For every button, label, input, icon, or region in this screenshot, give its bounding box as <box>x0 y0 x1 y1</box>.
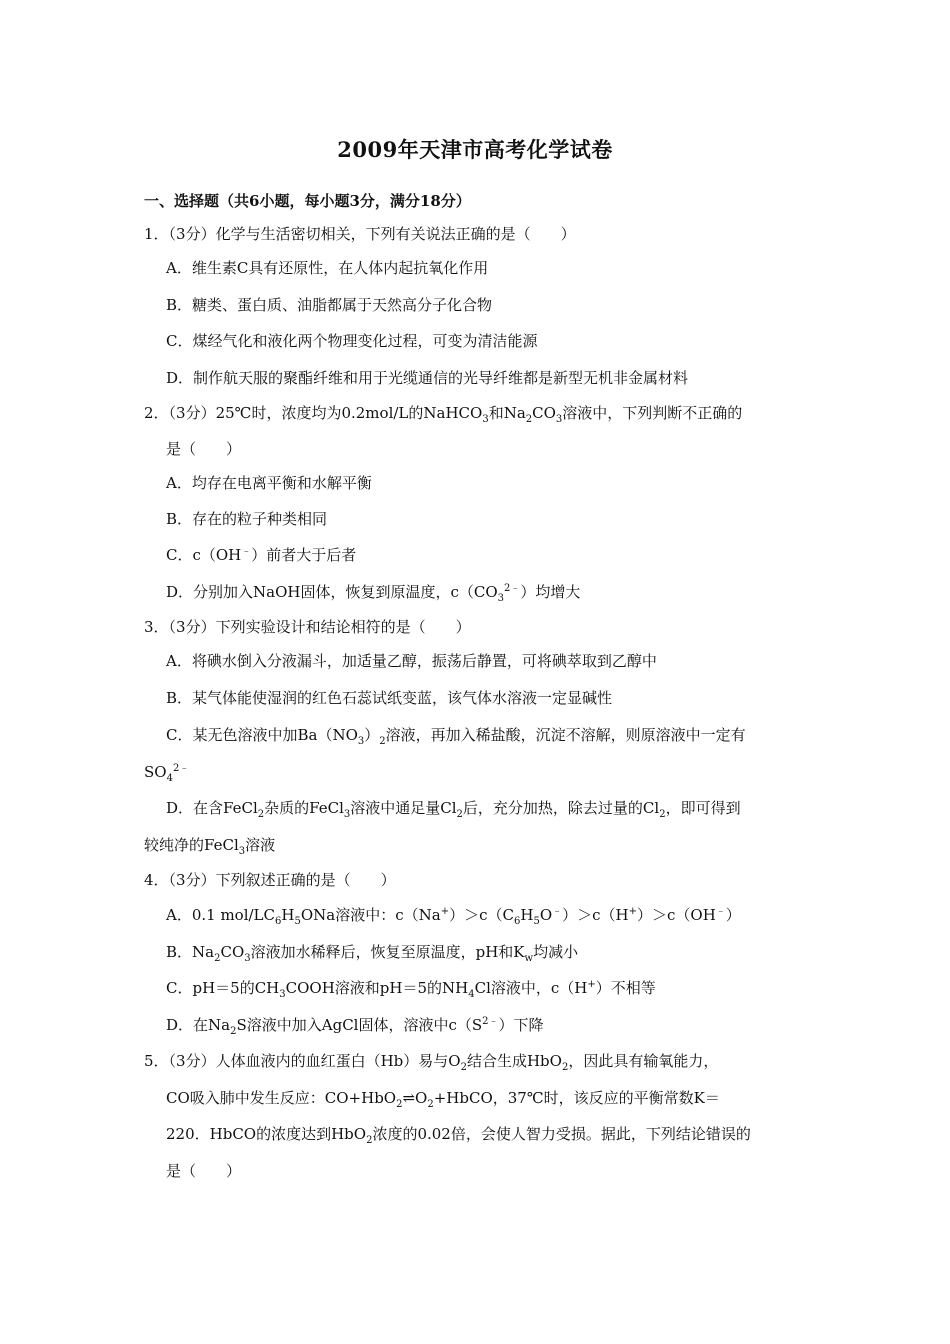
question-4-option-b: B．$Na_2CO_3$溶液加水稀释后，恢复至原温度，pH和$K_w$均减小 <box>166 943 579 964</box>
question-3-option-d-cont: 较纯净的FeCl$_3$溶液 <box>144 836 276 857</box>
question-1-option-b: B．糖类、蛋白质、油脂都属于天然高分子化合物 <box>166 296 493 314</box>
question-2-stem-cont: 是（ ） <box>166 440 242 458</box>
question-5-stem-line-4: 是（ ） <box>166 1162 242 1180</box>
question-2-option-d: D．分别加入NaOH固体，恢复到原温度，$c(CO_3^{2﹣})$均增大 <box>166 583 581 604</box>
question-1-stem: 1．（3分）化学与生活密切相关，下列有关说法正确的是（ ） <box>144 225 576 243</box>
section-heading: 一、选择题（共6小题，每小题3分，满分18分） <box>144 192 471 210</box>
question-1-option-a: A．维生素C具有还原性，在人体内起抗氧化作用 <box>166 259 489 277</box>
question-5-stem-line-3: 220．HbCO的浓度达到HbO$_2$浓度的0.02倍，会使人智力受损。据此，下列结论错误的 <box>166 1125 751 1146</box>
question-5-stem-line-1: 5．（3分）人体血液内的血红蛋白（Hb）易与$O_2$结合生成HbO$_2$，因此具有输氧能力， <box>144 1052 719 1073</box>
question-2-option-c: C．c（OH﹣）前者大于后者 <box>166 546 357 564</box>
page-title: 2009年天津市高考化学试卷 <box>337 137 613 162</box>
question-4-option-a: A．0.1 mol/$LC_6H_5ONa$溶液中：$c(Na^+)>c(C_6H_5O^﹣)>c(H^+)>c(OH^﹣)$ <box>166 906 741 927</box>
question-1-option-c: C．煤经气化和液化两个物理变化过程，可变为清洁能源 <box>166 332 538 350</box>
question-4-option-c: C．pH＝5的$CH_3COOH$溶液和pH＝5的$NH_4Cl$溶液中，c（H+）不相等 <box>166 979 656 1000</box>
question-3-stem: 3．（3分）下列实验设计和结论相符的是（ ） <box>144 618 471 636</box>
question-2-option-b: B．存在的粒子种类相同 <box>166 510 328 528</box>
question-5-stem-line-2: CO吸入肺中发生反应：$CO+HbO_2\rightleftharpoons O_2+HbCO$，37℃时，该反应的平衡常数K＝ <box>166 1089 720 1110</box>
question-4-option-d: D．在$Na_2S$溶液中加入AgCl固体，溶液中$c(S^{2﹣})$下降 <box>166 1016 544 1037</box>
question-3-option-b: B．某气体能使湿润的红色石蕊试纸变蓝，该气体水溶液一定显碱性 <box>166 689 613 707</box>
question-3-option-c: C．某无色溶液中加$Ba(NO_3)_2$溶液，再加入稀盐酸，沉淀不溶解，则原溶液中一定有 <box>166 726 746 747</box>
question-3-option-a: A．将碘水倒入分液漏斗，加适量乙醇，振荡后静置，可将碘萃取到乙醇中 <box>166 652 657 670</box>
question-3-option-d: D．在含FeCl$_2$杂质的FeCl$_3$溶液中通足量$Cl_2$后，充分加热，除去过量的$Cl_2$，即可得到 <box>166 799 741 820</box>
question-4-stem: 4．（3分）下列叙述正确的是（ ） <box>144 871 396 889</box>
question-1-option-d: D．制作航天服的聚酯纤维和用于光缆通信的光导纤维都是新型无机非金属材料 <box>166 369 689 387</box>
question-2-stem: 2．（3分）25℃时，浓度均为0.2mol/L的NaHCO$_3$和$Na_2CO_3$溶液中，下列判断不正确的 <box>144 404 743 425</box>
question-2-option-a: A．均存在电离平衡和水解平衡 <box>166 474 372 492</box>
question-3-option-c-cont: $SO_4^{2﹣}$ <box>144 763 190 784</box>
